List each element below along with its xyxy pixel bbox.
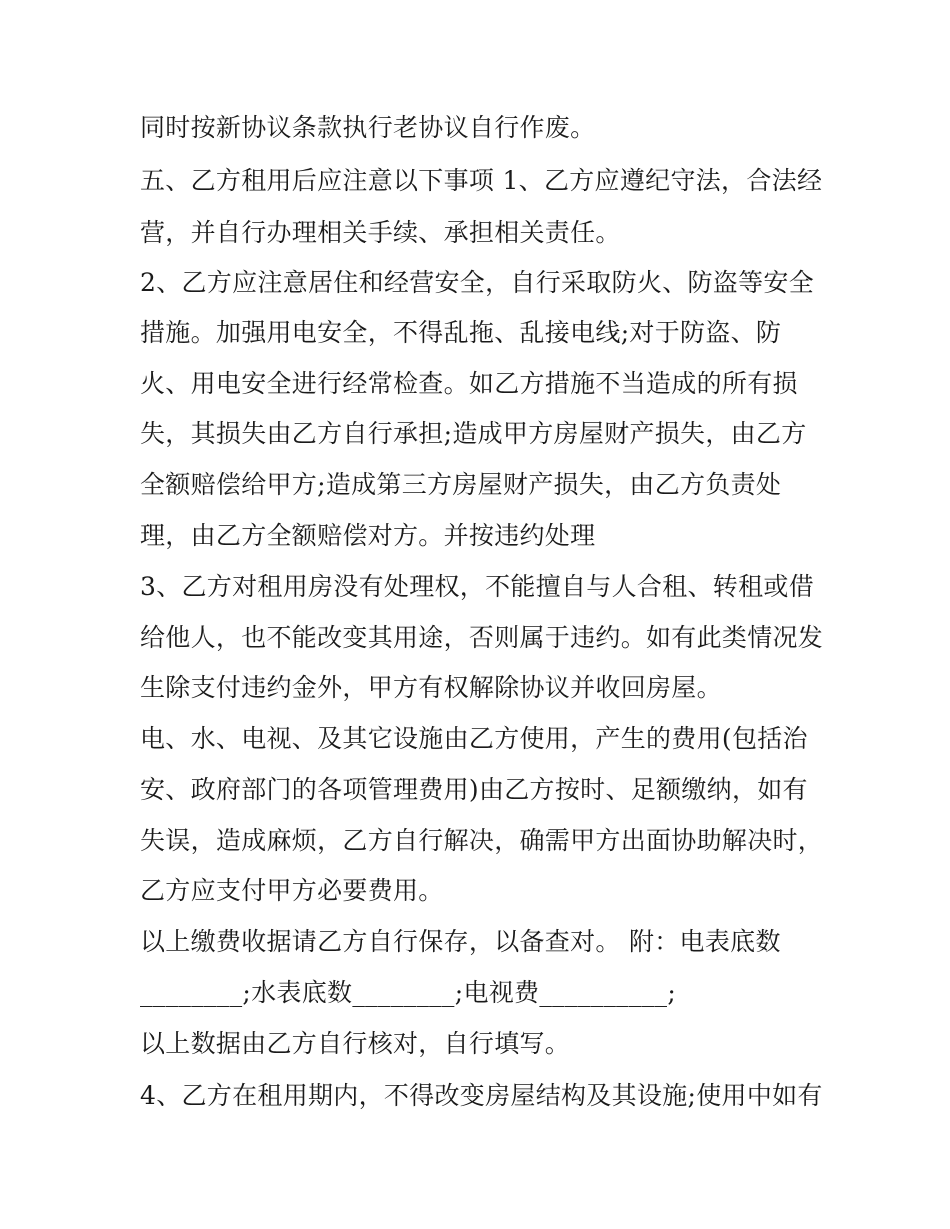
text-line: 生除支付违约金外，甲方有权解除协议并收回房屋。 bbox=[140, 673, 722, 702]
text-line: 措施。加强用电安全，不得乱拖、乱接电线;对于防盗、防 bbox=[140, 318, 782, 347]
text-line: 失误，造成麻烦，乙方自行解决，确需甲方出面协助解决时， bbox=[140, 826, 824, 855]
text-line: 五、乙方租用后应注意以下事项 1、乙方应遵纪守法，合法经 bbox=[140, 166, 823, 195]
text-line: ________;水表底数________;电视费__________; bbox=[140, 978, 677, 1007]
text-line: 3、乙方对租用房没有处理权，不能擅自与人合租、转租或借 bbox=[140, 572, 815, 601]
text-line: 全额赔偿给甲方;造成第三方房屋财产损失，由乙方负责处 bbox=[140, 470, 782, 499]
text-line: 营，并自行办理相关手续、承担相关责任。 bbox=[140, 218, 621, 247]
text-line: 以上缴费收据请乙方自行保存，以备查对。 附：电表底数 bbox=[140, 927, 781, 956]
text-line: 安、政府部门的各项管理费用)由乙方按时、足额缴纳，如有 bbox=[140, 775, 808, 804]
text-line: 乙方应支付甲方必要费用。 bbox=[140, 876, 444, 905]
text-line: 火、用电安全进行经常检查。如乙方措施不当造成的所有损 bbox=[140, 369, 798, 398]
text-line: 2、乙方应注意居住和经营安全，自行采取防火、防盗等安全 bbox=[140, 268, 815, 297]
text-line: 电、水、电视、及其它设施由乙方使用，产生的费用(包括治 bbox=[140, 724, 808, 753]
text-line: 理，由乙方全额赔偿对方。并按违约处理 bbox=[140, 521, 596, 550]
text-line: 失，其损失由乙方自行承担;造成甲方房屋财产损失，由乙方 bbox=[140, 419, 807, 448]
text-line: 给他人，也不能改变其用途，否则属于违约。如有此类情况发 bbox=[140, 623, 824, 652]
text-line: 4、乙方在租用期内，不得改变房屋结构及其设施;使用中如有 bbox=[140, 1081, 823, 1110]
text-line: 同时按新协议条款执行老协议自行作废。 bbox=[140, 113, 596, 142]
text-line: 以上数据由乙方自行核对，自行填写。 bbox=[140, 1029, 571, 1058]
